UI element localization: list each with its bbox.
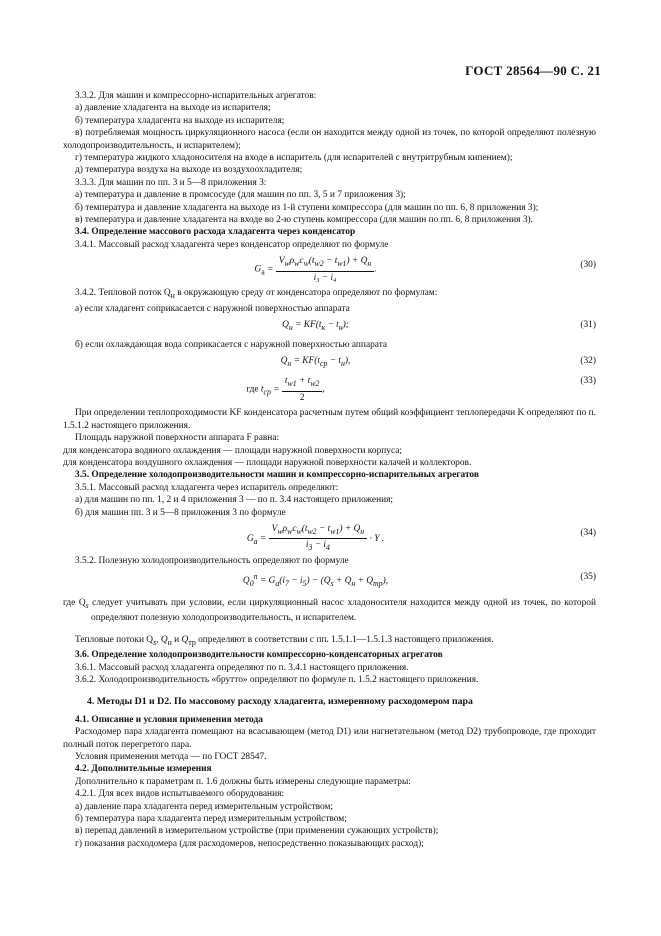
text-line: Условия применения метода — по ГОСТ 28547. (75, 752, 267, 763)
text-line: б) для машин пп. 3 и 5—8 приложения 3 по формуле (75, 507, 286, 518)
text-line: 3.3.3. Для машин по пп. 3 и 5—8 приложения 3: (75, 177, 267, 188)
text-line: г) показания расходомера (для расходомеров, непосредственно показывающих расход); (75, 838, 424, 849)
text-line: в) перепад давлений в измерительном устройстве (при применении сужающих устройств); (75, 826, 439, 837)
where-clause: где $Q_s$ следует учитывать при условии, если циркуляционный насос хладоносителя находится между одной из точек, по которой определяют полезную холодопроизводительность, и испарителем. (63, 597, 596, 624)
text-line: 3.6.2. Холодопроизводительность «брутто» определяют по формуле п. 1.5.2 настоящего приложения. (75, 675, 479, 685)
text-line: Дополнительно к параметрам п. 1.6 должны быть измерены следующие параметры: (75, 776, 411, 787)
text-line: а) давление хладагента на выходе из испарителя; (75, 103, 271, 114)
formula-32: $Q_н = KF(t_{ср} - t_н)$, (32) (280, 356, 596, 369)
text-line: д) температура воздуха на выходе из воздухоохладителя; (75, 165, 303, 176)
page-header: ГОСТ 28564—90 С. 21 (465, 63, 601, 78)
text-line: б) температура и давление хладагента на выходе из 1-й ступени компрессора (для машин по пп. 6, 8 приложения 3); (75, 202, 539, 213)
section-heading: 3.6. Определение холодопроизводительности компрессорно-конденсаторных агрегатов (75, 650, 443, 661)
text-line: в) потребляемая мощность циркуляционного насоса (если он находится между одной из точек, по которой определяют полезную холодопроизводительность, и испарителем); (63, 128, 596, 151)
text-line: б) если охлаждающая вода соприкасается с наружной поверхностью аппарата (75, 339, 388, 350)
text-line: Расходомер пара хладагента помещают на всасывающем (метод D1) или нагнетательном (метод D2) трубопроводе, где проходит полный поток перегретого пара. (63, 727, 596, 750)
formula-35: $Q_0^п = G_а(i_7 - i_5) - (Q_s + Q_н + Q_{тр})$, (35) (242, 572, 596, 589)
formula-number: (32) (580, 356, 596, 367)
text-line: г) температура жидкого хладоносителя на входе в испаритель (для испарителей с внутритрубным кипением); (75, 153, 513, 164)
formula-34: $G_а$ = $\frac{V_w\rho_wc_w(t_{w2} - t_{w1}) + Q_н}{i_3 - i_4}$ · Y . (34) (246, 524, 596, 553)
text-line: а) если хладагент соприкасается с наружной поверхностью аппарата (75, 303, 350, 314)
text-line: б) температура хладагента на выходе из испарителя; (75, 115, 285, 126)
formula-number: (34) (580, 528, 596, 539)
text-line: в) температура и давление хладагента на входе во 2-ю ступень компрессора (для машин по пп. 6, 8 приложения 3). (75, 215, 533, 226)
text-line: б) температура пара хладагента перед измерительным устройством; (75, 814, 347, 825)
text-line: 3.6.1. Массовый расход хладагента определяют по п. 3.4.1 настоящего приложения. (75, 662, 409, 673)
formula-30 (75, 255, 596, 283)
text-line: для конденсатора воздушного охлаждения — площади наружной поверхности калачей и коллекторов. (63, 458, 472, 468)
text-line: для конденсатора водяного охлаждения — площади наружной поверхности корпуса; (63, 445, 402, 456)
formula-number: (31) (580, 319, 596, 330)
formula-number: (33) (580, 376, 596, 387)
formula-number: (35) (580, 572, 596, 583)
text-line: При определении теплопроходимости KF конденсатора расчетным путем общий коэффициент теплопередачи K определяют по п. 1.5.1.2 настоящего приложения. (63, 408, 596, 431)
section-heading: 4.1. Описание и условия применения метода (75, 714, 263, 725)
text-line: а) давление пара хладагента перед измерительным устройством; (75, 801, 334, 812)
text-line: а) для машин по пп. 1, 2 и 4 приложения 3 — по п. 3.4 настоящего приложения; (75, 495, 394, 506)
document-body (63, 90, 596, 850)
text-line: Площадь наружной поверхности аппарата F равна: (75, 433, 280, 444)
formula-31: $Q_н = KF(t_к - t_н)$; (31) (282, 319, 596, 332)
section-heading: 4.2. Дополнительные измерения (75, 764, 212, 775)
text-line: Тепловые потоки $Q_s$, $Q_н$ и $Q_{тр}$ определяют в соответствии с пп. 1.5.1.1—1.5.1.3 настоящего приложения. (75, 634, 494, 647)
text-line: 3.3.2. Для машин и компрессорно-испарительных агрегатов: (75, 91, 317, 101)
section-heading: 3.5. Определение холодопроизводительности машин и компрессорно-испарительных агрегатов (75, 470, 479, 481)
text-line: 3.5.1. Массовый расход хладагента через испаритель определяют: (75, 482, 339, 493)
text-line: 3.4.2. Тепловой поток $Q_н$ в окружающую среду от конденсатора определяют по формулам: (75, 288, 438, 301)
section-heading: 3.4. Определение массового расхода хладагента через конденсатор (75, 227, 356, 238)
text-line: 3.4.1. Массовый расход хладагента через конденсатор определяют по формуле (75, 239, 389, 250)
formula-number: (30) (580, 260, 596, 271)
text-line: 3.5.2. Полезную холодопроизводительность определяют по формуле (75, 556, 349, 567)
formula-33: где $t_{ср}$ = $\frac{t_{w1} + t_{w2}}{2}$ , (33) (246, 376, 596, 403)
text-line: 4.2.1. Для всех видов испытываемого оборудования: (75, 789, 285, 800)
formula-30-body: $G_а$ = $\frac{V_w\rho_wc_w(t_{w2} - t_{w1}) + Q_н}{\text{i₃ − i₄}}$ . (254, 256, 377, 283)
fraction: $\frac{V_w\rho_wc_w(t_{w2} - t_{w1}) + Q_н}{\text{i₃ − i₄}}$ (276, 255, 375, 284)
text-line: а) температура и давление в промсосуде (для машин по пп. 3, 5 и 7 приложения 3); (75, 190, 406, 201)
chapter-heading: 4. Методы D1 и D2. По массовому расходу хладагента, измеренному расходомером пара (87, 696, 473, 708)
